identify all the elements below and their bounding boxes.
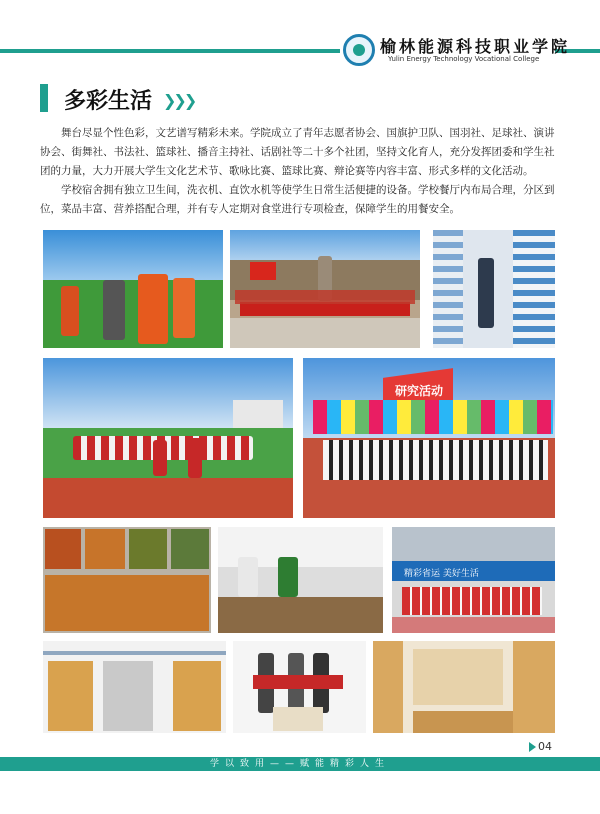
chevrons-icon: ❯❯❯ bbox=[163, 91, 195, 110]
footer-slogan: 学以致用——赋能精彩人生 bbox=[209, 759, 390, 769]
photo-group-performance bbox=[392, 527, 555, 633]
college-name-cn: 榆林能源科技职业学院 bbox=[380, 37, 571, 56]
paragraph-clubs: 舞台尽显个性色彩，文艺谱写精彩未来。学院成立了青年志愿者协会、国旗护卫队、国羽社、足球社、演讲协会、街舞社、书法社、篮球社、播音主持社、话剧社等二十多个社团，坚持文化育人，充分发挥团委和学生社团的力量，大力开展大学生文化艺术节、歌咏比赛、篮球比赛、辩论赛等内容丰富、形式多样的文化活动。 bbox=[40, 127, 555, 177]
header-rule-left bbox=[0, 49, 340, 53]
college-logo-icon bbox=[343, 34, 375, 66]
page-number: 04 bbox=[538, 740, 552, 753]
photo-library bbox=[433, 230, 555, 348]
photo-football-team bbox=[43, 230, 223, 348]
paragraph-dorm-canteen: 学校宿舍拥有独立卫生间，洗衣机、直饮水机等使学生日常生活便捷的设备。学校餐厅内布局合理，分区到位，菜品丰富、营养搭配合理，并有专人定期对食堂进行专项检查，保障学生的用餐安全。 bbox=[40, 184, 555, 215]
page-arrow-icon bbox=[529, 742, 536, 752]
section-title-bar bbox=[40, 84, 48, 112]
photo-award-ceremony bbox=[233, 641, 366, 733]
section-title: 多彩生活 bbox=[64, 89, 153, 114]
flag-banner-text: 研究活动 bbox=[395, 384, 444, 398]
photo-group-flag bbox=[230, 230, 420, 348]
college-name-en: Yulin Energy Technology Vocational College bbox=[388, 55, 540, 63]
photo-food-dishes bbox=[43, 527, 211, 633]
photo-dormitory-beds bbox=[43, 641, 226, 733]
photo-sports-field bbox=[43, 358, 293, 518]
photo-flag-march bbox=[303, 358, 555, 518]
photo-dormitory-room bbox=[373, 641, 555, 733]
slogan-banner-text: 精彩省运 美好生活 bbox=[404, 569, 479, 579]
photo-canteen bbox=[218, 527, 383, 633]
